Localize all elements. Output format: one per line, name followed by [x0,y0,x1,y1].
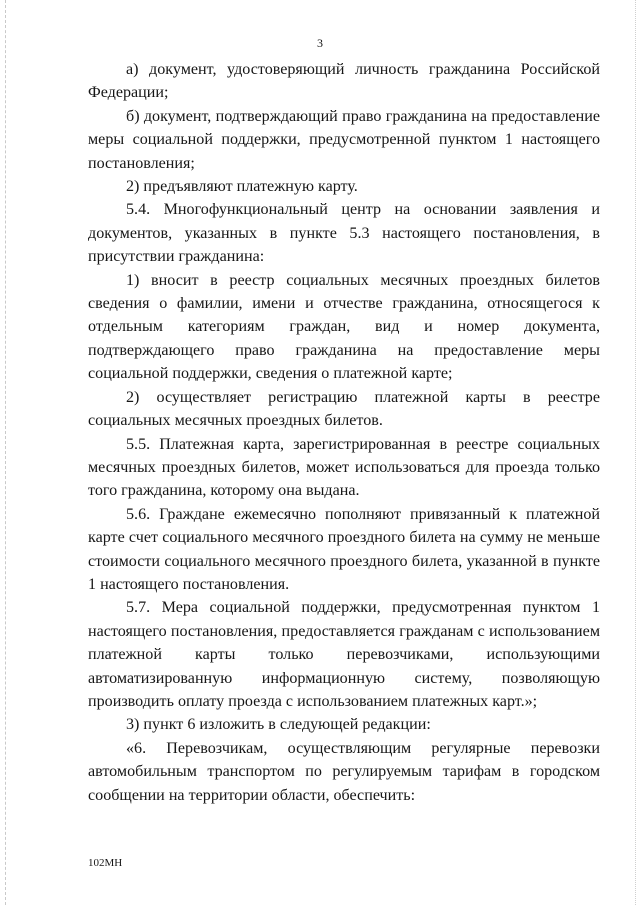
paragraph-item-3: 3) пункт 6 изложить в следующей редакции: [126,716,431,734]
paragraph-subitem-b: б) документ, подтверждающий право гражданина на предоставление меры социальной поддержки, предусмотренной пунктом 1 настоящего постановления; [88,107,600,172]
paragraph-6: «6. Перевозчикам, осуществляющим регулярные перевозки автомобильным транспортом по регулируемым тарифам в городском сообщении на территории области, обеспечить: [88,739,600,804]
scan-edge-left [5,0,6,905]
paragraph-5-6: 5.6. Граждане ежемесячно пополняют привязанный к платежной карте счет социального месячного проездного билета на сумму не меньше стоимости социального месячного проездного билета, указанной в пункте 1 настоящего постановления. [88,505,600,593]
paragraph-5-4-item-1: 1) вносит в реестр социальных месячных проездных билетов сведения о фамилии, имени и отчестве гражданина, относящегося к отдельным категориям граждан, вид и номер документа, подтверждающего право гражданина на предоставление меры социальной поддержки, сведения о платежной карте; [88,271,600,383]
page-number: 3 [317,36,323,50]
paragraph-5-4: 5.4. Многофункциональный центр на основании заявления и документов, указанных в пункте 5.3 настоящего постановления, в присутствии гражданина: [88,201,600,266]
document-code: 102МН [88,857,123,869]
document-body [88,58,600,807]
paragraph-5-4-item-2: 2) осуществляет регистрацию платежной карты в реестре социальных месячных проездных билетов. [88,388,600,430]
paragraph-5-7: 5.7. Мера социальной поддержки, предусмотренная пунктом 1 настоящего постановления, предоставляется гражданам с использованием платежной карты только перевозчиками, использующими автоматизированную информационную систему, позволяющую производить оплату проезда с использованием платежных карт.»; [88,599,600,710]
paragraph-subitem-a: а) документ, удостоверяющий личность гражданина Российской Федерации; [88,61,600,102]
paragraph-item-2: 2) предъявляют платежную карту. [126,178,358,196]
paragraph-5-5: 5.5. Платежная карта, зарегистрированная в реестре социальных месячных проездных билетов, может использоваться для проезда только того гражданина, которому она выдана. [88,435,600,500]
scan-edge-right [635,0,636,905]
